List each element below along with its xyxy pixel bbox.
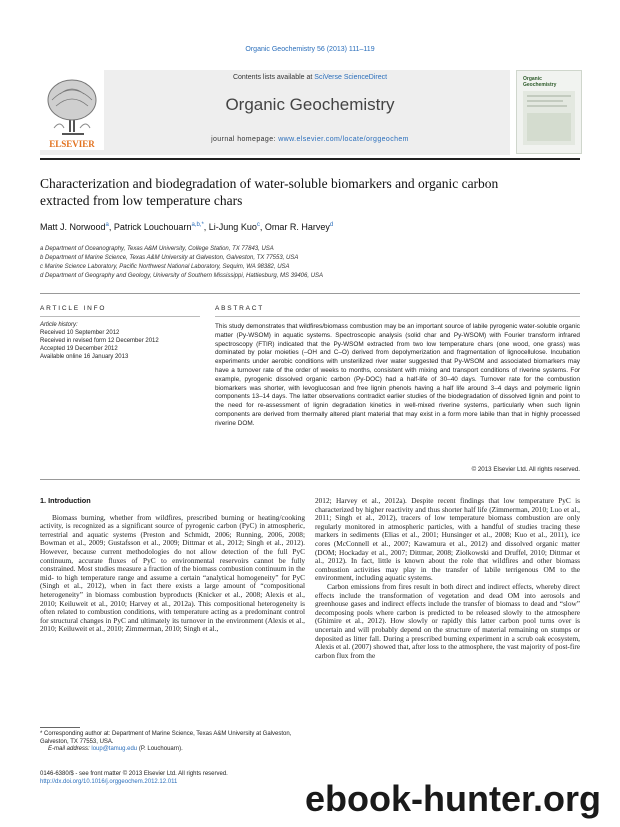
contents-available-line (110, 74, 510, 81)
corresponding-author-footnote (40, 731, 305, 754)
author-affiliation-mark[interactable]: a,b,* (191, 222, 204, 228)
body-paragraph: Carbon emissions from fires result in both direct and indirect effects, whereby direct effects include the transformation of vegetation and dead OM into aerosols and greenhouse gases and indirect effects include the transfer of biomass to dead and “slow” decomposing pools where carbon is predicted to be released slowly to the atmosphere (Ghimire et al., 2012). How slowly or rapidly this latter carbon pool turns over is uncertain and will probably depend on the structure of material remaining on stumps or deposited as litter fall. During a prescribed burning experiment in a scrub oak ecosystem, Alexis et al. (2007) showed that, after loss to the atmosphere, the vast majority of post-fire carbon flux from the (315, 581, 580, 660)
body-paragraph: Biomass burning, whether from wildfires, prescribed burning or heating/cooking activity, is recognized as a significant source of pyrogenic carbon (PyC) in atmospheric, terrestrial and aquatic systems (Preston and Schmidt, 2006; Running, 2006, 2008; Bowman et al., 2009; Gustafsson et al., 2009; Dittmar et al., 2012; Singh et al., 2012). However, because current methodologies do not allow detection of the full PyC continuum, accurate fluxes of PyC to environmental reservoirs cannot be fully constrained. Most studies measure a fraction of the biomass combustion continuum in the mid- to high temperature range and assume a certain “analytical homogeneity” for PyC (Singh et al., 2012), when in fact there exists a large amount of “compositional heterogeneity” in biomass combustion byproducts (Knicker et al., 2008; Alexis et al., 2010; Keiluweit et al., 2010; Harvey et al., 2012a). This compositional heterogeneity is often related to combustion conditions, with temperature acting as a predominant control for structural changes in PyC and ultimately its turnover in the environment (Alexis et al., 2010; Keiluweit et al., 2010; Zimmerman, 2010; Singh et al., (40, 512, 305, 634)
doi-link[interactable]: http://dx.doi.org/10.1016/j.orggeochem.2012.12.011 (40, 779, 178, 785)
corresponding-author-text: * Corresponding author at: Department of Marine Science, Texas A&M University at Galveston, Galveston, TX 77553, USA. (40, 731, 292, 745)
journal-title: Organic Geochemistry (225, 95, 395, 114)
author-name: Omar R. Harvey (264, 222, 330, 232)
contents-prefix: Contents lists available at (232, 74, 315, 81)
article-history (40, 321, 200, 361)
elsevier-tree-logo (40, 70, 104, 150)
email-link[interactable]: loup@tamug.edu (91, 746, 138, 752)
body-paragraph: 2012; Harvey et al., 2012a). Despite recent findings that low temperature PyC is characterized by higher reactivity and thus shorter half life (Zimmerman, 2010; Luo et al., 2011; Singh et al., 2012), tracers of low temperature biomass combustion are only regularly monitored in atmospheric particles, with a handful of studies tracing these markers in sediments (Elias et al., 2001; Hunsinger et al., 2008; Kuo et al., 2011), ice cores (McConnell et al., 2007; Kawamura et al., 2012) and dissolved organic matter (DOM; Hockaday et al., 2007; Dittmar, 2008; Ziolkowski and Druffel, 2010; Dittmar et al., 2012). In fact, little is known about the role that wildfires and other biomass combustion activities may play in the transfer of labile terrigenous OM to the environment, including aquatic systems. (315, 496, 580, 583)
homepage-prefix: journal homepage: (211, 136, 279, 143)
affiliation: d Department of Geography and Geology, University of Southern Mississippi, Hattiesburg, MS 39406, USA (40, 273, 324, 279)
abstract-bottom-rule (40, 479, 580, 480)
homepage-link[interactable]: www.elsevier.com/locate/orggeochem (278, 136, 409, 143)
author-list: Matt J. Norwood$^a$, Patrick Louchouarn$^{a,b,*}$, Li-Jung Kuo$^c$, Omar R. Harvey$^d$ (40, 222, 334, 232)
section-rule (40, 293, 580, 294)
author-affiliation-mark[interactable]: d (329, 222, 334, 228)
author-name: Matt J. Norwood (40, 222, 106, 232)
email-label: E-mail address: (48, 746, 92, 752)
sciencedirect-link[interactable]: SciVerse ScienceDirect (314, 74, 388, 81)
history-label: Article history: (40, 322, 78, 328)
abstract-text: This study demonstrates that wildfires/biomass combustion may be an important source of labile pyrogenic water-soluble organic matter (Py-WSOM) in aquatic systems. Spectroscopic analysis (solid char and Py-WSOM) with Fourier transform infrared spectroscopy (FTIR) indicated that the Py-WSOM extracted from two low temperature chars (one wood, one grass) was dominated by polar moieties (–OH and C–O) derived from depolymerization and fragmentation of lignocellulose. Incubation experiments under aerobic conditions with unsterilized river water suggested that Py-WSOM and associated biomarkers may have a turnover rate of the order of weeks to months, consistent with mixing and transport conditions of riverine systems. For example, pyrogenic dissolved organic carbon (Py-DOC) had a half-life of 30–40 days. Turnover rate for the combustion biomarkers was shorter, with levoglucosan and free lignin phenols having a half life around 3–4 days and polymeric lignin components 13–14 days. The latter observations contradict earlier studies of the biodegradation of dissolved lignin and point to the need for re-assessment of lignin degradation kinetics in well-mixed riverine systems, particularly when such lignin components are derived from thermally altered plant material that may exist in a form more labile than that in highly processed riverine DOM. (215, 323, 580, 427)
watermark (288, 776, 618, 820)
email-suffix: (P. Louchouarn). (137, 746, 183, 752)
history-item: Available online 16 January 2013 (40, 354, 129, 360)
affiliation: b Department of Marine Science, Texas A&M University at Galveston, Galveston, TX 77553, USA (40, 255, 299, 261)
abstract-rule (215, 316, 580, 317)
watermark-text: ebook-hunter.org (305, 778, 601, 819)
issn-line: 0146-6380/$ - see front matter © 2013 Elsevier Ltd. All rights reserved. (40, 771, 228, 777)
author-affiliation-mark[interactable]: c (256, 222, 260, 228)
abstract-copyright: © 2013 Elsevier Ltd. All rights reserved. (471, 466, 580, 473)
header-rule (40, 158, 580, 160)
body-column-left (40, 497, 305, 634)
body-column-right (315, 497, 580, 660)
introduction-heading: 1. Introduction (40, 496, 91, 505)
affiliation: c Marine Science Laboratory, Pacific Northwest National Laboratory, Sequim, WA 98382, USA (40, 264, 290, 270)
journal-citation[interactable]: Organic Geochemistry 56 (2013) 111–119 (245, 46, 375, 53)
cover-title: Organic Geochemistry (523, 76, 557, 88)
publisher-name: ELSEVIER (49, 139, 95, 149)
author-name: Patrick Louchouarn (113, 222, 192, 232)
affiliation: a Department of Oceanography, Texas A&M University, College Station, TX 77843, USA (40, 246, 274, 252)
history-item: Received 10 September 2012 (40, 330, 120, 336)
journal-homepage-line (110, 136, 510, 143)
article-info-heading: ARTICLE INFO (40, 305, 107, 312)
author-affiliation-mark[interactable]: a (105, 222, 109, 228)
history-item: Accepted 19 December 2012 (40, 346, 118, 352)
abstract-heading: ABSTRACT (215, 305, 265, 312)
history-item: Received in revised form 12 December 2012 (40, 338, 159, 344)
journal-cover-thumbnail (516, 70, 582, 154)
cover-graphic (523, 91, 575, 145)
paper-title: Characterization and biodegradation of water-soluble biomarkers and organic carbon extracted from low temperature chars (40, 176, 499, 208)
author-name: Li-Jung Kuo (208, 222, 257, 232)
info-rule (40, 316, 200, 317)
footnote-rule (40, 727, 80, 728)
